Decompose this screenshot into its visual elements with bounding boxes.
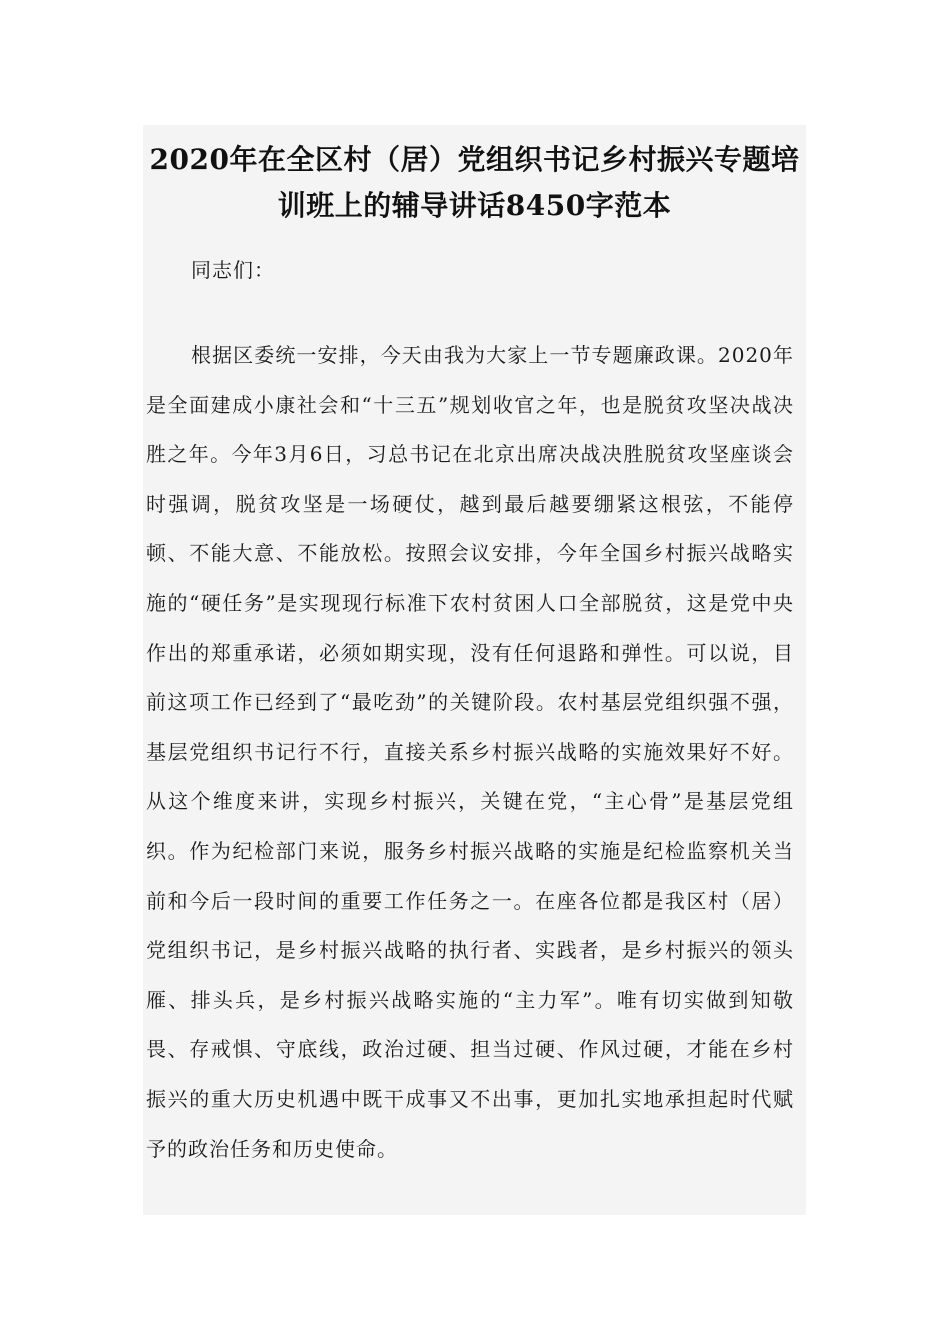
greeting: 同志们： bbox=[191, 258, 275, 282]
document-title: 2020年在全区村（居）党组织书记乡村振兴专题培训班上的辅导讲话8450字范本 bbox=[149, 143, 800, 222]
document-page bbox=[143, 125, 806, 1215]
body-paragraph: 根据区委统一安排，今天由我为大家上一节专题廉政课。2020年是全面建成小康社会和“十三五”规划收官之年，也是脱贫攻坚决战决胜之年。今年3月6日，习总书记在北京出席决战决胜脱贫攻坚座谈会时强调，脱贫攻坚是一场硬仗，越到最后越要绷紧这根弦，不能停顿、不能大意、不能放松。按照会议安排，今年全国乡村振兴战略实施的“硬任务”是实现现行标准下农村贫困人口全部脱贫，这是党中央作出的郑重承诺，必须如期实现，没有任何退路和弹性。可以说，目前这项工作已经到了“最吃劲”的关键阶段。农村基层党组织强不强，基层党组织书记行不行，直接关系乡村振兴战略的实施效果好不好。从这个维度来讲，实现乡村振兴，关键在党，“主心骨”是基层党组织。作为纪检部门来说，服务乡村振兴战略的实施是纪检监察机关当前和今后一段时间的重要工作任务之一。在座各位都是我区村（居）党组织书记，是乡村振兴战略的执行者、实践者，是乡村振兴的领头雁、排头兵，是乡村振兴战略实施的“主力军”。唯有切实做到知敬畏、存戒惧、守底线，政治过硬、担当过硬、作风过硬，才能在乡村振兴的重大历史机遇中既干成事又不出事，更加扎实地承担起时代赋予的政治任务和历史使命。 bbox=[146, 343, 794, 1161]
